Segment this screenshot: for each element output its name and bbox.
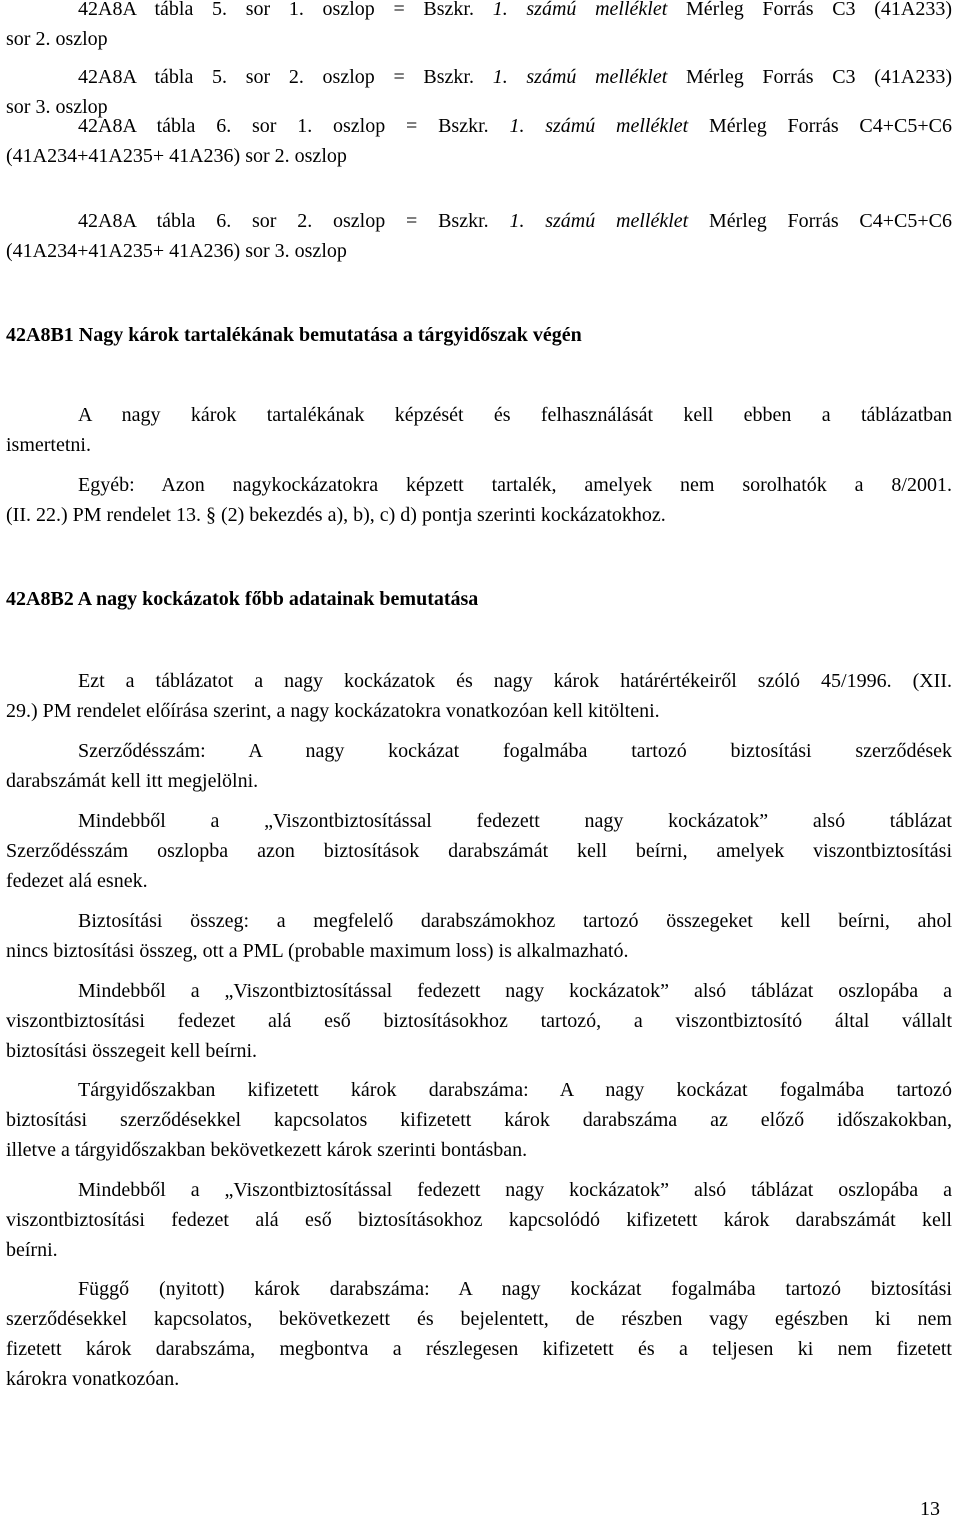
paragraph: Szerződésszám: A nagy kockázat fogalmába tartozó biztosítási szerződések darabszámát kell itt megjelölni. (6, 740, 952, 792)
paragraph: Mindebből a „Viszontbiztosítással fedezett nagy kockázatok” alsó táblázat Szerződésszám oszlopba azon biztosítások darabszámát kell beírni, amelyek viszontbiztosítási fedezet alá esnek. (6, 810, 952, 892)
paragraph: Ezt a táblázatot a nagy kockázatok és nagy károk határértékeiről szóló 45/1996. (XII. 29.) PM rendelet előírása szerint, a nagy kockázatokra vonatkozóan kell kitölteni. (6, 670, 952, 722)
paragraph: Biztosítási összeg: a megfelelő darabszámokhoz tartozó összegeket kell beírni, ahol nincs biztosítási összeg, ott a PML (probable maximum loss) is alkalmazható. (6, 910, 952, 962)
paragraph: Egyéb: Azon nagykockázatokra képzett tartalék, amelyek nem sorolhatók a 8/2001. (II. 22.) PM rendelet 13. § (2) bekezdés a), b), c) d) pontja szerinti kockázatokhoz. (6, 474, 952, 526)
formula-line: 42A8A tábla 5. sor 2. oszlop = Bszkr. 1. számú melléklet Mérleg Forrás C3 (41A233) sor 3. oszlop (6, 66, 952, 118)
paragraph: Függő (nyitott) károk darabszáma: A nagy kockázat fogalmába tartozó biztosítási szerződésekkel kapcsolatos, bekövetkezett és bejelentett, de részben vagy egészben ki nem fizetett károk darabszáma, megbontva a részlegesen kifizetett és a teljesen ki nem fizetett károkra vonatkozóan. (6, 1278, 952, 1390)
section-heading: 42A8B1 Nagy károk tartalékának bemutatása a tárgyidőszak végén (6, 324, 582, 346)
formula-line: 42A8A tábla 5. sor 1. oszlop = Bszkr. 1. számú melléklet Mérleg Forrás C3 (41A233) sor 2. oszlop (6, 0, 952, 50)
paragraph: A nagy károk tartalékának képzését és felhasználását kell ebben a táblázatban ismertetni. (6, 404, 952, 456)
paragraph: Tárgyidőszakban kifizetett károk darabszáma: A nagy kockázat fogalmába tartozó biztosítási szerződésekkel kapcsolatos kifizetett károk darabszáma az előző időszakokban, illetve a tárgyidőszakban bekövetkezett károk szerinti bontásban. (6, 1079, 952, 1161)
formula-line: 42A8A tábla 6. sor 1. oszlop = Bszkr. 1. számú melléklet Mérleg Forrás C4+C5+C6 (41A234+41A235+ 41A236) sor 2. oszlop (6, 115, 952, 167)
page-number: 13 (920, 1498, 940, 1520)
section-heading: 42A8B2 A nagy kockázatok főbb adatainak bemutatása (6, 588, 479, 610)
paragraph: Mindebből a „Viszontbiztosítással fedezett nagy kockázatok” alsó táblázat oszlopába a viszontbiztosítási fedezet alá eső biztosításokhoz kapcsolódó kifizetett károk darabszámát kell beírni. (6, 1179, 952, 1261)
formula-line: 42A8A tábla 6. sor 2. oszlop = Bszkr. 1. számú melléklet Mérleg Forrás C4+C5+C6 (41A234+41A235+ 41A236) sor 3. oszlop (6, 210, 952, 262)
paragraph: Mindebből a „Viszontbiztosítással fedezett nagy kockázatok” alsó táblázat oszlopába a viszontbiztosítási fedezet alá eső biztosításokhoz tartozó, a viszontbiztosító által vállalt biztosítási összegeit kell beírni. (6, 980, 952, 1062)
